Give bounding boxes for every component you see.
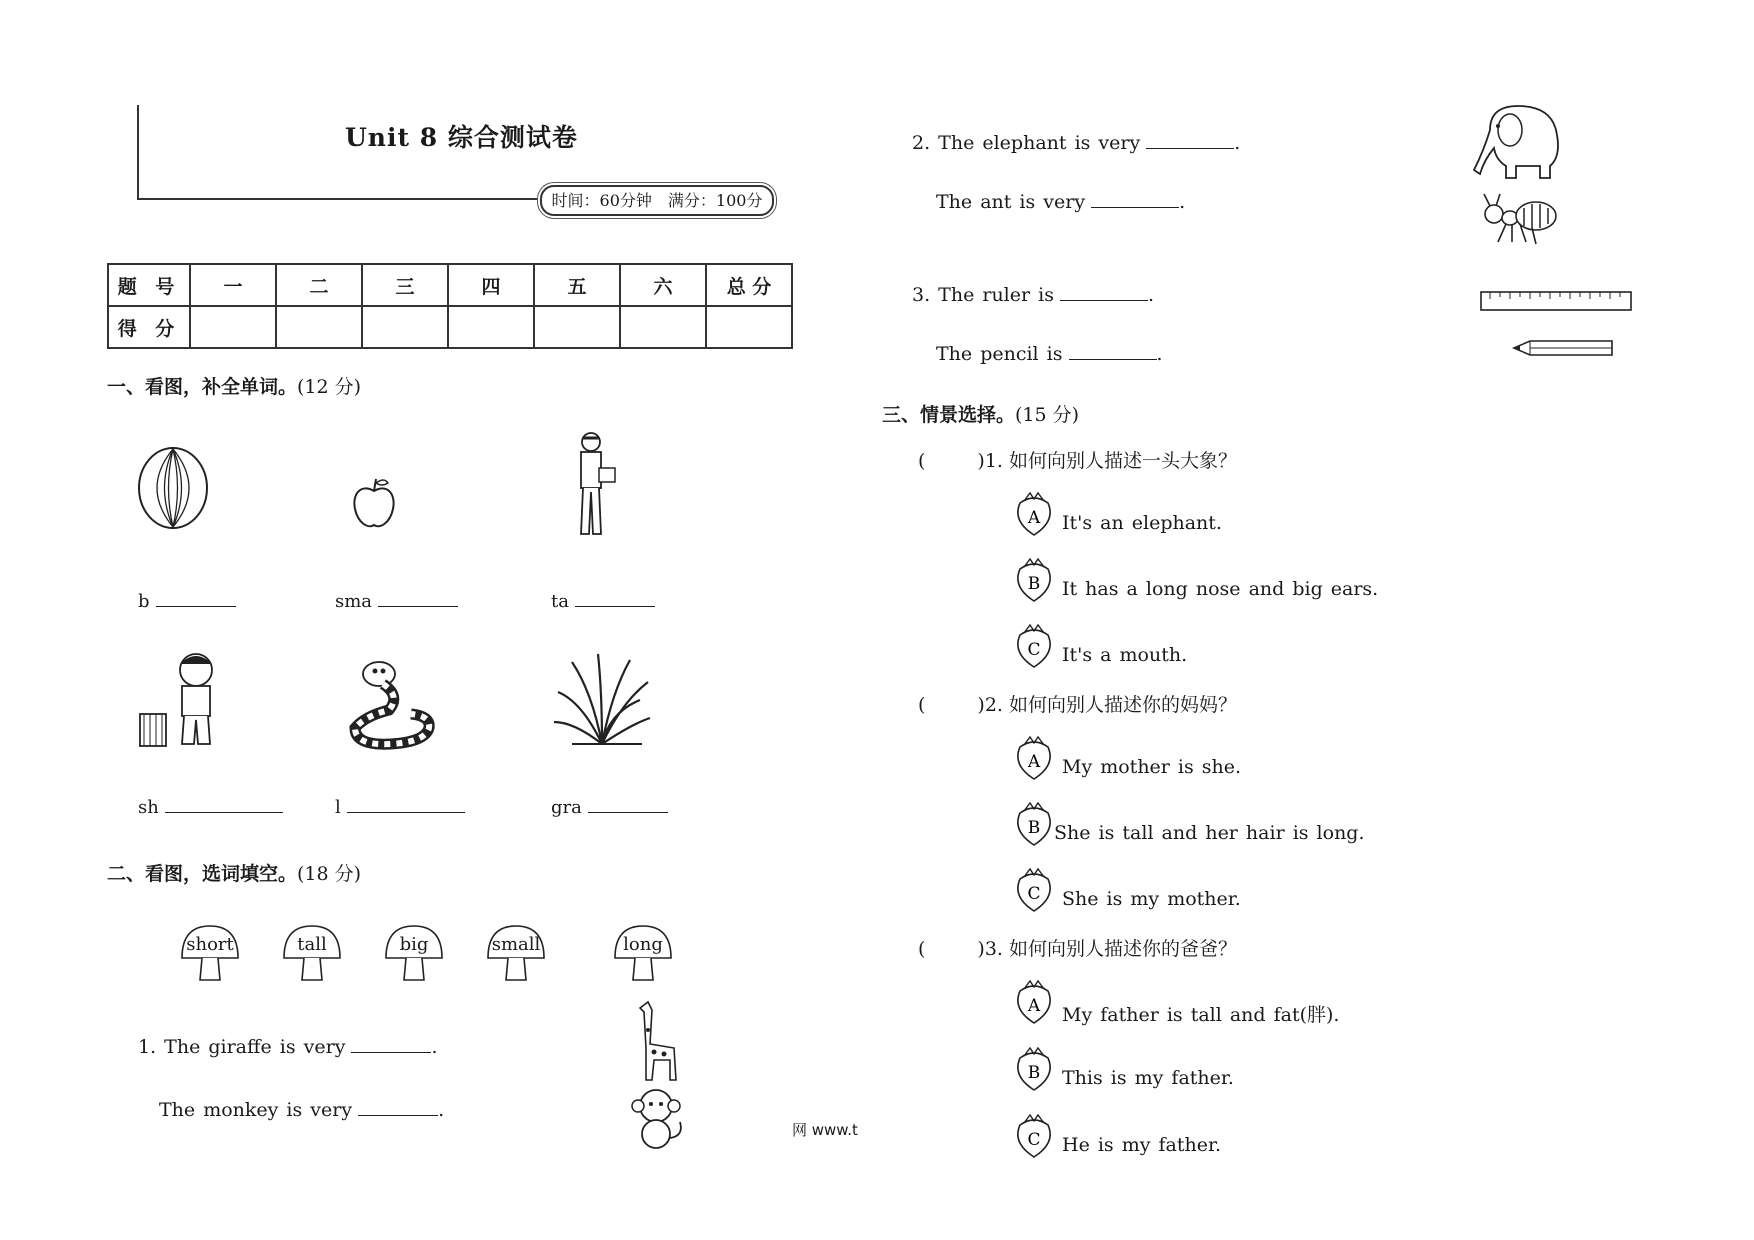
- word-prefix: sma: [335, 591, 373, 612]
- apple-icon: [350, 475, 398, 531]
- question-1: [918, 446, 1237, 473]
- score-blank: [706, 306, 792, 348]
- strawberry-badge-icon: [1012, 1113, 1056, 1159]
- answer-blank: [165, 798, 283, 813]
- question-text: 3. 如何向别人描述你的爸爸？: [984, 938, 1238, 960]
- strawberry-badge-icon: [1012, 735, 1056, 781]
- word-item-1: [138, 591, 236, 612]
- sentence-text: The ant is very: [936, 191, 1086, 213]
- word-bank-label: short: [186, 934, 234, 955]
- option-letter: B: [1027, 1063, 1041, 1083]
- score-blank: [448, 306, 534, 348]
- score-blank: [362, 306, 448, 348]
- word-bank-short: [178, 922, 242, 984]
- monkey-icon: [630, 1086, 686, 1152]
- fill-item-3-line1: 3. The ruler is .: [912, 284, 1154, 306]
- sentence-text: 2. The elephant is very: [912, 132, 1141, 154]
- score-cell-3: 三: [362, 264, 448, 306]
- answer-paren-close: ): [977, 694, 985, 716]
- word-bank-long: [611, 922, 675, 984]
- watermelon-icon: [136, 444, 210, 530]
- word-item-3: [551, 591, 655, 612]
- section3-heading: [882, 400, 1079, 427]
- word-bank-label: small: [491, 934, 541, 955]
- strawberry-badge-icon: [1012, 491, 1056, 537]
- score-cell-4: 四: [448, 264, 534, 306]
- page-title: Unit 8 综合测试卷: [345, 123, 578, 152]
- section1-points: (12 分): [297, 376, 362, 398]
- question-text: 2. 如何向别人描述你的妈妈？: [984, 694, 1238, 716]
- score-blank: [276, 306, 362, 348]
- word-item-5: [335, 797, 465, 818]
- score-cell-1: 一: [190, 264, 276, 306]
- option-text: He is my father.: [1062, 1134, 1222, 1156]
- strawberry-badge-icon: [1012, 557, 1056, 603]
- answer-blank: [1146, 134, 1234, 149]
- score-blank: [534, 306, 620, 348]
- section2-heading: [107, 859, 361, 886]
- word-bank-label: big: [399, 934, 429, 955]
- ant-icon: [1480, 192, 1560, 246]
- word-bank-label: long: [623, 934, 663, 955]
- answer-paren-close: ): [977, 938, 985, 960]
- header-frame-left: [137, 105, 139, 200]
- fill-item-1-line1: 1. The giraffe is very .: [138, 1036, 438, 1058]
- question-3: [918, 934, 1237, 961]
- strawberry-badge-icon: [1012, 867, 1056, 913]
- option-letter: B: [1027, 574, 1041, 594]
- option-letter: C: [1027, 884, 1041, 904]
- score-row-label: 得 分: [108, 306, 190, 348]
- option-text: It's an elephant.: [1062, 512, 1222, 534]
- option-text: My mother is she.: [1062, 756, 1242, 778]
- option-text: She is my mother.: [1062, 888, 1241, 910]
- page-footer: 网 www.t: [792, 1121, 858, 1139]
- section3-points: (15 分): [1015, 404, 1080, 426]
- sentence-text: The monkey is very: [159, 1099, 353, 1121]
- score-table-header-row: [108, 264, 792, 306]
- option-letter: C: [1027, 640, 1041, 660]
- word-item-4: [138, 797, 283, 818]
- answer-paren-close: ): [977, 450, 985, 472]
- word-prefix: gra: [551, 797, 582, 818]
- answer-blank: [358, 1101, 438, 1116]
- snake-icon: [345, 656, 435, 752]
- word-item-2: [335, 591, 458, 612]
- header-frame-bottom: [137, 198, 542, 200]
- option-letter: A: [1027, 996, 1041, 1016]
- option-text: It's a mouth.: [1062, 644, 1188, 666]
- elephant-icon: [1470, 100, 1566, 182]
- answer-blank: [588, 798, 668, 813]
- giraffe-icon: [630, 1000, 686, 1082]
- score-cell-2: 二: [276, 264, 362, 306]
- strawberry-badge-icon: [1012, 979, 1056, 1025]
- word-bank-big: [382, 922, 446, 984]
- pencil-icon: [1512, 338, 1616, 358]
- score-cell-6: 六: [620, 264, 706, 306]
- answer-paren-open: (: [918, 938, 926, 960]
- strawberry-badge-icon: [1012, 623, 1056, 669]
- answer-blank: [378, 592, 458, 607]
- score-cell-label: 题 号: [108, 264, 190, 306]
- answer-blank: [1069, 345, 1157, 360]
- fill-item-2-line1: 2. The elephant is very .: [912, 132, 1241, 154]
- option-letter: A: [1027, 508, 1041, 528]
- tall-man-icon: [565, 430, 621, 540]
- short-man-icon: [136, 648, 232, 752]
- ruler-icon: [1480, 290, 1634, 312]
- fill-item-1-line2: The monkey is very .: [159, 1099, 445, 1121]
- word-bank-tall: [280, 922, 344, 984]
- word-item-6: [551, 797, 668, 818]
- option-letter: B: [1027, 818, 1041, 838]
- strawberry-badge-icon: [1012, 801, 1056, 847]
- section1-heading: [107, 372, 361, 399]
- word-bank-label: tall: [297, 934, 327, 955]
- answer-blank: [1060, 286, 1148, 301]
- answer-blank: [156, 592, 236, 607]
- strawberry-badge-icon: [1012, 1046, 1056, 1092]
- answer-paren-open: (: [918, 694, 926, 716]
- section3-heading-text: 三、情景选择。: [882, 404, 1016, 426]
- fill-item-3-line2: The pencil is .: [936, 343, 1163, 365]
- score-table-score-row: [108, 306, 792, 348]
- word-prefix: b: [138, 591, 150, 612]
- word-bank-small: [484, 922, 548, 984]
- answer-blank: [347, 798, 465, 813]
- option-letter: A: [1027, 752, 1041, 772]
- section1-heading-text: 一、看图，补全单词。: [107, 376, 298, 398]
- sentence-text: 1. The giraffe is very: [138, 1036, 346, 1058]
- option-text: It has a long nose and big ears.: [1062, 578, 1379, 600]
- answer-blank: [1091, 193, 1179, 208]
- answer-blank: [575, 592, 655, 607]
- word-prefix: l: [335, 797, 341, 818]
- score-cell-5: 五: [534, 264, 620, 306]
- grass-icon: [552, 652, 652, 748]
- fill-item-2-line2: The ant is very .: [936, 191, 1186, 213]
- option-text: This is my father.: [1062, 1067, 1234, 1089]
- section2-heading-text: 二、看图，选词填空。: [107, 863, 298, 885]
- sentence-text: 3. The ruler is: [912, 284, 1054, 306]
- section2-points: (18 分): [297, 863, 362, 885]
- option-text: My father is tall and fat(胖).: [1062, 1004, 1340, 1026]
- time-info-badge: 时间：60分钟 满分：100分: [540, 185, 774, 216]
- question-2: [918, 690, 1237, 717]
- answer-paren-open: (: [918, 450, 926, 472]
- question-text: 1. 如何向别人描述一头大象？: [984, 450, 1238, 472]
- score-cell-total: 总 分: [706, 264, 792, 306]
- option-text: She is tall and her hair is long.: [1054, 822, 1365, 844]
- word-prefix: ta: [551, 591, 569, 612]
- option-letter: C: [1027, 1130, 1041, 1150]
- score-blank: [620, 306, 706, 348]
- answer-blank: [351, 1038, 431, 1053]
- score-table: [107, 263, 793, 349]
- sentence-text: The pencil is: [936, 343, 1063, 365]
- word-prefix: sh: [138, 797, 159, 818]
- score-blank: [190, 306, 276, 348]
